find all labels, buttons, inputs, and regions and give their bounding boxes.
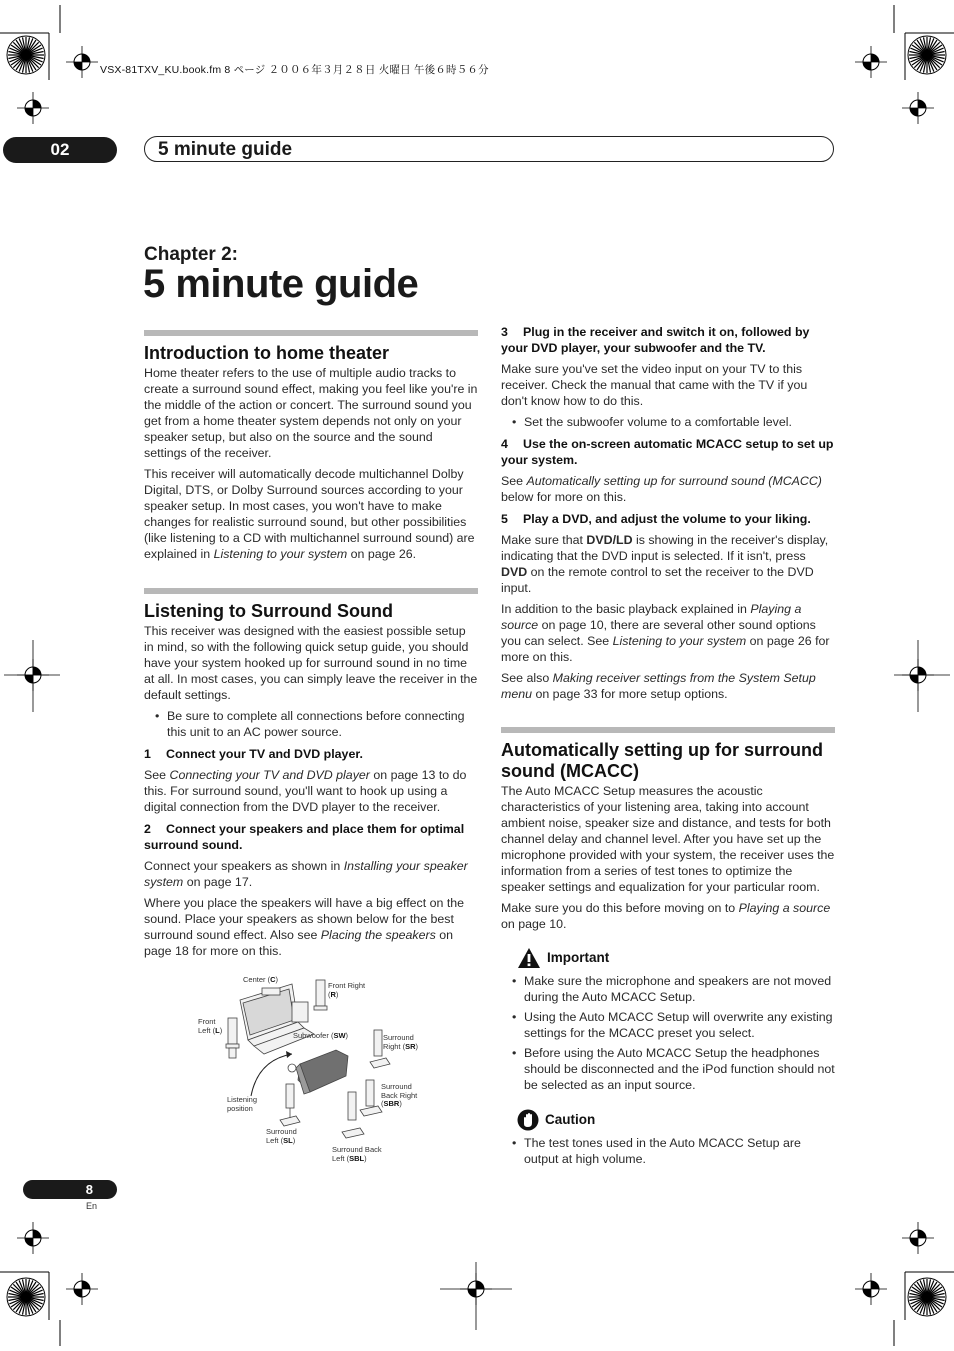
step-1-body: See Connecting your TV and DVD player on page 13 to do this. For surround sound, you'll want to hook up using a digital connection from the DVD player to the receiver. xyxy=(144,768,467,814)
speaker-diagram-illustration xyxy=(196,972,436,1168)
step-3-title: 3 Plug in the receiver and switch it on, followed by your DVD player, your subwoofer and the TV. xyxy=(501,325,810,355)
additional-options-paragraph: In addition to the basic playback explained in Playing a source on page 10, there are several other sound options you can select. See Listening to your system on page 26 for more on this. xyxy=(501,602,830,664)
intro-heading: Introduction to home theater xyxy=(144,343,389,363)
step-2-title: 2 Connect your speakers and place them for optimal surround sound. xyxy=(144,822,465,852)
speaker-placement-diagram xyxy=(196,972,436,1168)
step-3-body: Make sure you've set the video input on your TV to this receiver. Check the manual that came with the TV if you don't know how to do this. xyxy=(501,362,808,408)
step-5-title: 5 Play a DVD, and adjust the volume to your liking. xyxy=(501,512,811,526)
label-center: Center (C) xyxy=(243,975,279,984)
important-heading: Important xyxy=(517,947,835,969)
list-item: • Be sure to complete all connections before connecting this unit to an AC power source. xyxy=(144,708,478,740)
label-listening-position: Listening position xyxy=(227,1095,258,1113)
caution-list xyxy=(501,1135,835,1167)
label-surround-back-left: Surround Back Left (SBL) xyxy=(332,1145,382,1163)
section-divider xyxy=(144,330,478,336)
left-column xyxy=(144,330,478,964)
label-front-left: Front Left (L) xyxy=(198,1017,223,1035)
step-2-body: Connect your speakers as shown in Installing your speaker system on page 17. xyxy=(144,859,468,889)
page-number: 8 xyxy=(23,1180,117,1199)
mcacc-paragraph-2: Make sure you do this before moving on to Playing a source on page 10. xyxy=(501,901,831,931)
list-item: • Set the subwoofer volume to a comfortable level. xyxy=(501,414,835,430)
label-subwoofer: Subwoofer (SW) xyxy=(293,1031,349,1040)
warning-icon xyxy=(517,947,541,969)
step-1-title: 1 Connect your TV and DVD player. xyxy=(144,747,363,761)
list-item: • The test tones used in the Auto MCACC Setup are output at high volume. xyxy=(501,1135,835,1167)
chapter-title: 5 minute guide xyxy=(143,262,419,306)
label-surround-right: Surround Right (SR) xyxy=(383,1033,419,1051)
see-also-paragraph: See also Making receiver settings from the System Setup menu on page 33 for more setup options. xyxy=(501,671,816,701)
label-front-right: Front Right (R) xyxy=(328,981,366,999)
file-header: VSX-81TXV_KU.book.fm 8 ページ ２００６年３月２８日 火曜日 午後６時５６分 xyxy=(100,64,489,76)
list-item: • Make sure the microphone and speakers are not moved during the Auto MCACC Setup. xyxy=(501,973,835,1005)
step-4-title: 4 Use the on-screen automatic MCACC setup to set up your system. xyxy=(501,437,834,467)
label-surround-back-right: Surround Back Right (SBR) xyxy=(381,1082,418,1108)
surround-heading: Listening to Surround Sound xyxy=(144,601,393,621)
section-divider xyxy=(144,588,478,594)
step-3-bullets xyxy=(501,414,835,430)
mcacc-paragraph-1: The Auto MCACC Setup measures the acoustic characteristics of your listening area, taking into account ambient noise, speaker size and distance, and tests for both channel delay and channel level. After you have set up the microphone provided with your system, the receiver uses the information from a series of test tones to optimize the speaker settings and equalization for your particular room. xyxy=(501,784,835,894)
intro-paragraph-1: Home theater refers to the use of multiple audio tracks to create a surround sound effect, making you feel like you're in the middle of the action or concert. The surround sound you get from a home theater system depends not only on your speaker setup, but also on the source and the sound settings of the receiver. xyxy=(144,366,478,460)
caution-hand-icon xyxy=(517,1109,539,1131)
section-divider xyxy=(501,727,835,733)
surround-paragraph-1: This receiver was designed with the easiest possible setup in mind, so with the following quick setup guide, you should have your system hooked up for surround sound in no time at all. In most cases, you can simply leave the receiver in the default settings. xyxy=(144,624,478,702)
mcacc-heading: Automatically setting up for surround sound (MCACC) xyxy=(501,740,824,781)
running-header xyxy=(144,136,834,162)
surround-bullets xyxy=(144,708,478,740)
running-header-title: 5 minute guide xyxy=(158,139,293,160)
step-4-body: See Automatically setting up for surround sound (MCACC) below for more on this. xyxy=(501,474,822,504)
list-item: • Using the Auto MCACC Setup will overwrite any existing settings for the MCACC preset you select. xyxy=(501,1009,835,1041)
caution-heading: Caution xyxy=(517,1109,835,1131)
label-surround-left: Surround Left (SL) xyxy=(266,1127,297,1145)
list-item: • Before using the Auto MCACC Setup the headphones should be disconnected and the iPod function should not be selected as an input source. xyxy=(501,1045,835,1093)
important-list xyxy=(501,973,835,1093)
placement-paragraph: Where you place the speakers will have a big effect on the sound. Place your speakers as shown below for the best surround sound effect. Also see Placing the speakers on page 18 for more on this. xyxy=(144,896,465,958)
right-column xyxy=(501,324,835,1173)
language-code: En xyxy=(86,1201,98,1211)
chapter-number-tab: 02 xyxy=(3,137,117,163)
chapter-label: Chapter 2: xyxy=(144,244,238,265)
intro-paragraph-2: This receiver will automatically decode multichannel Dolby Digital, DTS, or Dolby Surround sources according to your speaker setup. In most cases, you won't have to make changes for realistic surround sound, but other possibilities (like listening to a CD with multichannel surround sound) are explained in Listening to your system on page 26. xyxy=(144,467,475,561)
step-5-body: Make sure that DVD/LD is showing in the receiver's display, indicating that the DVD input is selected. If it isn't, press DVD on the remote control to set the receiver to the DVD input. xyxy=(501,533,829,595)
